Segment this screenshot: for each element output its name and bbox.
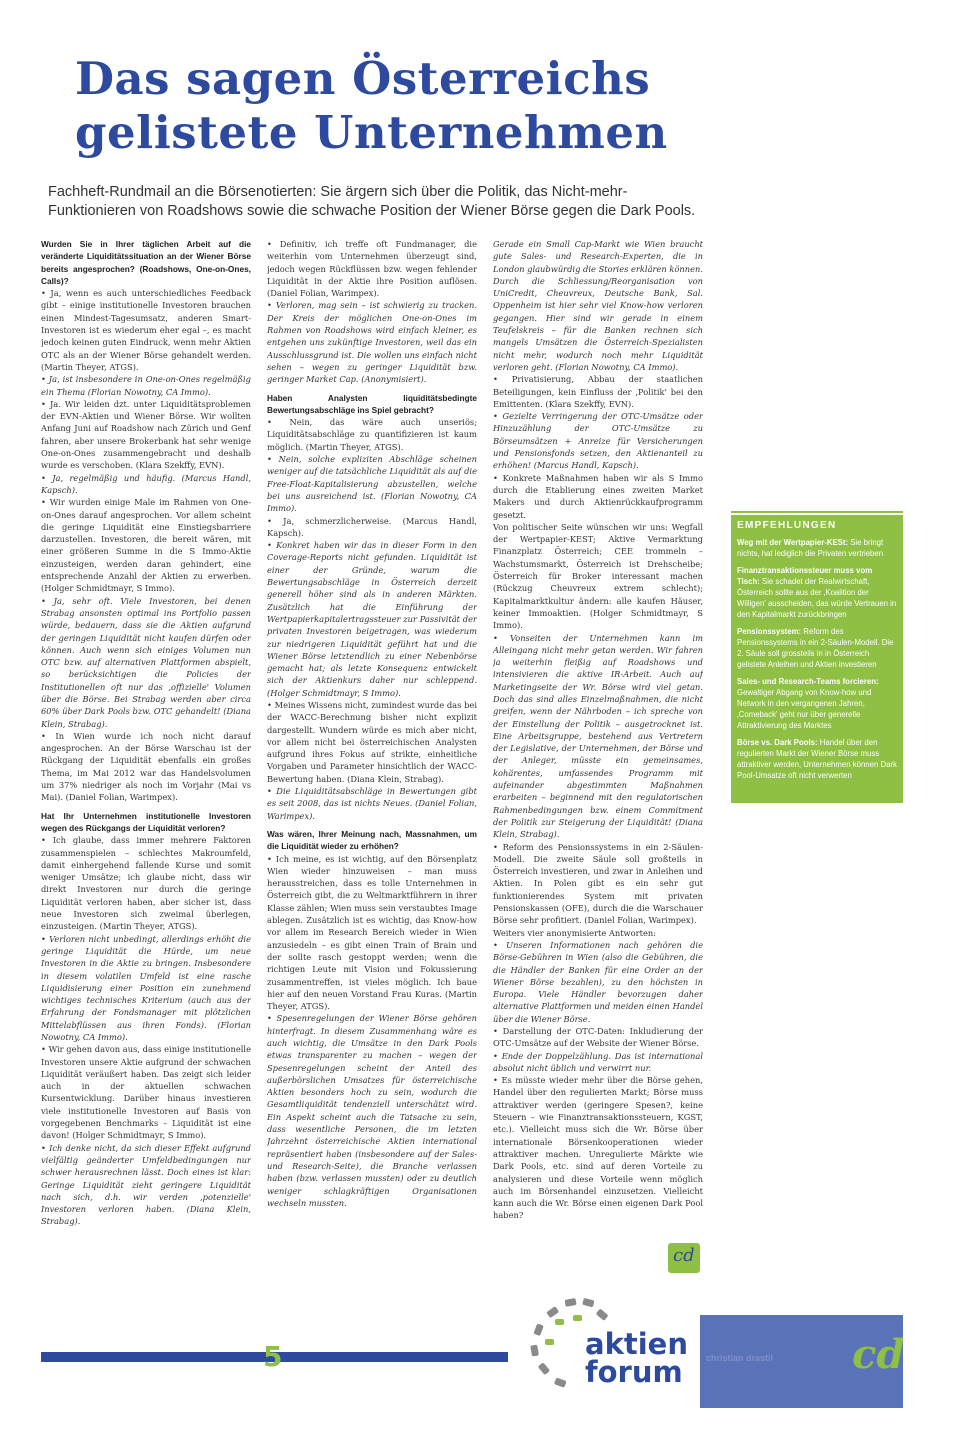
recommendation-item (737, 676, 897, 731)
answer-paragraph: • Ja, regelmäßig und häufig. (Marcus Handl, Kapsch). (41, 472, 251, 495)
answer-paragraph: • Ja, sehr oft. Viele Investoren, bei denen Strabag ansonsten optimal ins Portfolio passen würde, bedauern, dass sie die Aktien aufgrund der geringen Liquidität nicht kaufen dürfen oder können. Auch wenn sich einiges Volumen nun OTC bzw. auf alternativen Plattformen abspielt, so berücksichtigen die Policies der Institutionellen oft nur das ‚offizielle' Volumen über die Börse. Bei Strabag werden aber circa 60% über Dark Pools bzw. OTC gehandelt! (Diana Klein, Strabag). (41, 595, 251, 729)
recommendation-text: Gewaltiger Abgang von Know-how und Network in den vergangenen Jahren, ‚Comeback' geht nur über generelle Attraktivierung des Marktes (737, 688, 872, 730)
question-heading: Hat Ihr Unternehmen institutionelle Investoren wegen des Rückgangs der Liquidität verloren? (41, 810, 251, 833)
recommendation-text: Reform des Pensionssystems in ein 2-Säulen-Modell. Die 2. Säule soll grossteils in in Österreich gelistete Anleihen und Aktien investieren (737, 627, 894, 669)
page-title (75, 52, 895, 160)
answer-paragraph: • Nein, solche expliziten Abschläge scheinen weniger auf die tatsächliche Liquidität als auf die Free-Float-Kapitalisierung abzustellen, welche bei uns ausreichend ist. (Florian Nowotny, CA Immo). (267, 454, 477, 514)
answer-paragraph: • Darstellung der OTC-Daten: Inkludierung der OTC-Umsätze auf der Website der Wiener Börse. (493, 1026, 703, 1049)
answer-paragraph: • Nein, das wäre auch unseriös; Liquiditätsabschläge zu quantifizieren ist kaum möglich. (Martin Theyer, ATGS). (267, 417, 477, 452)
recommendation-title: Weg mit der Wertpapier-KESt: (737, 538, 849, 547)
title-line-1: Das sagen Österreichs (75, 52, 651, 105)
answer-paragraph: • Es müsste wieder mehr über die Börse gehen, Handel über den regulierten Markt; Börse muss attraktiver werden (geringere Spesen?, keine Steuern – wie Finanztransaktionssteuern, KGST, etc.). Vielleicht muss sich die Wr. Börse über internationale Börsenkooperationen wieder attraktiver machen. Unregulierte Märkte wie Dark Pools, etc. sind auf deren Vorteile zu analysieren und diese Vorteile wenn möglich auch im Börsenhandel einzusetzen. Vielleicht kann auch die Wr. Börse einen eigenen Dark Pool haben? (493, 1075, 703, 1221)
recommendation-text: Sie schadet der Realwirtschaft, Österreich sollte aus der ‚Koalition der Willigen' ausscheiden, das würde Vertrauen in den Kapitalmarkt zurückbringen (737, 577, 897, 619)
recommendation-item (737, 626, 897, 670)
recommendations-list (737, 537, 897, 781)
recommendations-box (731, 515, 903, 803)
article-column-3 (493, 238, 703, 1278)
recommendation-title: Sales- und Research-Teams forcieren: (737, 677, 879, 686)
page-number: 5 (263, 1340, 283, 1373)
answer-paragraph: • Vonseiten der Unternehmen kann im Alleingang nicht mehr getan werden. Wir fahren ja weiterhin fleißig auf Roadshows und intensivieren die aktive IR-Arbeit. Auch auf Marketingseite der Wr. Börse wird viel getan. Doch das sind alles Einzelmaßnahmen, die nicht greifen, wenn der Nährboden – ich spreche von der Einstellung der Politik – ausgetrocknet ist. Eine Arbeitsgruppe, bestehend aus Vertretern der Legislative, der Unternehmen, der Börse und der Anleger, müsste ein gemeinsames, kohärentes, umfassendes Programm mit aufeinander abgestimmten Maßnahmen erarbeiten – beginnend mit den regulatorischen Rahmenbedingungen bzw. einem Commitment der Politik zur Steigerung der Liquidität! (Diana Klein, Strabag). (493, 632, 703, 840)
recommendation-item (737, 737, 897, 781)
answer-paragraph: • Konkrete Maßnahmen haben wir als S Immo durch die Etablierung eines zweiten Market Makers und durch Aktienrückkaufprogramm gesetzt. (493, 472, 703, 520)
question-heading: Wurden Sie in Ihrer täglichen Arbeit auf die veränderte Liquiditätssituation an der Wiener Börse bereits angesprochen? (Roadshows, One-on-Ones, Calls)? (41, 239, 251, 286)
cd-badge-icon: cd (852, 1331, 905, 1378)
answer-paragraph: • Die Liquiditätsabschläge in Bewertungen gibt es seit 2008, das ist nichts Neues. (Daniel Folian, Warimpex). (267, 786, 477, 821)
answer-paragraph: • Ja. Wir leiden dzt. unter Liquiditätsproblemen der EVN-Aktien und Wiener Börse. Wir wollten Anfang Juni auf Roadshow nach Zürich und Genf fahren, aber unsere Brokerbank hat sehr wenige One-on-Ones zusammengebracht und deshalb wurde es verschoben. (Klara Szekffy, EVN). (41, 398, 251, 471)
recommendations-heading: EMPFEHLUNGEN (737, 520, 837, 531)
answer-paragraph: • Wir wurden einige Male im Rahmen von One-on-Ones darauf angesprochen. Vor allem scheint die geringe Liquidität eine Einstiegsbarriere darzustellen. Investoren, die bereit wären, mit einer größeren Summe in die S Immo-Aktie einzusteigen, werden daran gehindert, eine entsprechende Anzahl der Aktien zu erwerben. (Holger Schmidtmayr, S Immo). (41, 497, 251, 594)
answer-paragraph: • Ich meine, es ist wichtig, auf den Börsenplatz Wien wieder hinzuweisen – man muss herausstreichen, dass es tolle Unternehmen in Österreich gibt, die zu Weltmarktführern in ihrer Klasse zählen; Wien muss sein verstaubtes Image ablegen. Zusätzlich ist es wichtig, das Know-how vor allem im Research Bereich wieder in Wien anzusiedeln – es gibt einen Train of Brain und der sollte rasch gestoppt werden; wenn die richtigen Leute mit Vision und Fokussierung zusammentreffen, ist vieles möglich. Ich baue hier auf den neuen Vorstand Frau Kuras. (Martin Theyer, ATGS). (267, 853, 477, 1012)
answer-paragraph: • Ja, ist insbesondere in One-on-Ones regelmäßig ein Thema (Florian Nowotny, CA Immo). (41, 374, 251, 397)
author-name: christian drastil (706, 1353, 774, 1363)
recommendation-title: Börse vs. Dark Pools: (737, 738, 818, 747)
answer-paragraph: • Definitiv, ich treffe oft Fundmanager, die weiterhin vom Unternehmen überzeugt sind, jedoch wegen Rückflüssen bzw. wegen fehlender Liquidität in der Aktie ihre Position auflösen. (Daniel Folian, Warimpex). (267, 239, 477, 299)
recommendation-item (737, 565, 897, 620)
answer-paragraph: • Konkret haben wir das in dieser Form in den Coverage-Reports nicht gefunden. Liquidität ist einer der Gründe, warum die Bewertungsabschläge in Österreich derzeit generell höher sind als in anderen Märkten. Zusätzlich hat die Einführung der Wertpapierkapitalertragssteuer zur Passivität der privaten Investoren beigetragen, was wiederum zur niedrigeren Liquidität geführt hat und die Wiener Börse letztendlich zu einer Nebenbörse gemacht hat; als letzte Konsequenz entwickelt sich der Aktienkurs daher nur schleppend. (Holger Schmidtmayr, S Immo). (267, 540, 477, 698)
title-line-2: gelistete Unternehmen (75, 106, 668, 159)
answer-paragraph: • Meines Wissens nicht, zumindest wurde das bei der WACC-Berechnung bisher nicht explizit dargestellt. Wundern würde es mich aber nicht, vor allem nicht bei österreichischen Analysten aufgrund ihres Fokus auf strikte, einheitliche Vorgaben und Parameter hinsichtlich der WACC-Bewertung haben. (Diana Klein, Strabag). (267, 699, 477, 784)
author-bar (700, 1315, 903, 1408)
recommendation-title: Pensionssystem: (737, 627, 802, 636)
end-mark-icon: cd (668, 1243, 700, 1273)
answer-paragraph: Gerade ein Small Cap-Markt wie Wien braucht gute Sales- und Research-Experten, die in London glaubwürdig die Stories erklären können. Durch die Schliessung/Reorganisation von UniCredit, Cheuvreux, Deutsche Bank, Sal. Oppenheim ist hier sehr viel Know-how verloren gegangen. Hier sind wir gerade in einem Teufelskreis – für die Banken rechnen sich mangels Umsätzen die Österreich-Spezialisten nicht mehr, wodurch noch mehr Liquidität verloren geht. (Florian Nowotny, CA Immo). (493, 239, 703, 372)
answer-paragraph: • Ich glaube, dass immer mehrere Faktoren zusammenspielen – schlechtes Makroumfeld, damit einhergehend fallende Kurse und somit weniger Umsätze; ich glaube nicht, dass wir direkt Investoren nur durch die geringe Liquidität verloren haben, aber sicher ist, dass neue Investoren sich zweimal überlegen, einzusteigen. (Martin Theyer, ATGS). (41, 835, 251, 932)
answer-paragraph: • Ja, wenn es auch unterschiedliches Feedback gibt – einige institutionelle Investoren brauchen einen Mindest-Tagesumsatz, anderen Smart-Investoren ist es wiederum eher egal –, es macht jedoch keinen guten Eindruck, wenn mehr Aktien OTC als an der Wiener Börse gehandelt werden. (Martin Theyer, ATGS). (41, 288, 251, 372)
answer-paragraph: • Ja, schmerzlicherweise. (Marcus Handl, Kapsch). (267, 515, 477, 538)
answer-paragraph: Weiters vier anonymisierte Antworten: (493, 927, 656, 938)
article-column-1 (41, 238, 251, 1278)
answer-paragraph: • Spesenregelungen der Wiener Börse gehören hinterfragt. In diesem Zusammenhang wäre es auch wichtig, die Umsätze in den Dark Pools etwas transparenter zu machen – wegen der Spesenregelungen scheint der Anteil des außerbörslichen Umsatzes für österreichische Aktien besonders hoch zu sein, wodurch die Gesamtliquidität tendenziell unterschätzt wird. Ein Aspekt scheint auch die Tatsache zu sein, dass wesentliche Personen, die im letzten Jahrzehnt österreichische Aktien international repräsentiert haben (insbesondere auf der Sales- und Research-Seite), die Branche verlassen haben (bzw. verlassen mussten) oder zu deutlich weniger schlagkräftigen Organisationen wechseln mussten. (267, 1013, 477, 1208)
answer-paragraph: • In Wien wurde ich noch nicht darauf angesprochen. An der Börse Warschau ist der Rückgang der Liquidität ebenfalls ein großes Thema, im Mai 2012 war das Handelsvolumen um 37% niedriger als noch im Vorjahr (Mai vs Mai). (Daniel Folian, Warimpex). (41, 730, 251, 803)
recommendation-title: Finanztransaktionssteuer muss vom Tisch: (737, 566, 873, 586)
recommendation-item (737, 537, 897, 559)
question-heading: Was wären, Ihrer Meinung nach, Massnahmen, um die Liquidität wieder zu erhöhen? (267, 828, 477, 852)
answer-paragraph: • Ende der Doppelzählung. Das ist international absolut nicht üblich und verwirrt nur. (493, 1050, 703, 1073)
answer-paragraph: • Privatisierung, Abbau der staatlichen Beteiligungen, kein Einfluss der ‚Politik' bei den Emittenten. (Klara Szekffy, EVN). (493, 374, 703, 409)
answer-paragraph: • Unseren Informationen nach gehören die Börse-Gebühren in Wien (also die Gebühren, die die Händler der Banken für eine Order an der Wiener Börse bezahlen), zu den höchsten in Europa. Viele Händler bevorzugen daher alternative Plattformen und meiden einen Handel über die Wiener Börse. (493, 939, 703, 1024)
answer-paragraph: • Verloren, mag sein – ist schwierig zu tracken. Der Kreis der möglichen One-on-Ones im Rahmen von Roadshows wird einfach kleiner, es entgehen uns zukünftige Investoren, weil das ein Ausschlussgrund ist. Die wollen uns einfach nicht sehen – wegen zu geringer Liquidität bzw. geringer Market Cap. (Anonymisiert). (267, 300, 477, 385)
answer-paragraph: Von politischer Seite wünschen wir uns: Wegfall der Wertpapier-KEST; Aktive Vermarktung Finanzplatz Österreich; CEE trommeln – Wachstumsmarkt, Österreich ist Drehscheibe; Österreich für Broker interessant machen (Rückzug Cheuvreux extrem schlecht); Kapitalmarktkultur ändern: alle kaufen Häuser, keiner Immoaktien. (Holger Schmidtmayr, S Immo). (493, 521, 703, 631)
answer-paragraph: • Ich denke nicht, da sich dieser Effekt aufgrund vielfältig geänderter Umfeldbedingungen nur schwer herausrechnen lässt. Doch eines ist klar: Geringe Liquidität zieht geringere Liquidität nach sich, d.h. wir verden ‚potenzielle' Investoren verloren haben. (Diana Klein, Strabag). (41, 1142, 251, 1227)
article-column-2 (267, 238, 477, 1278)
sidebar-rule (731, 511, 903, 513)
answer-paragraph: • Reform des Pensionssystems in ein 2-Säulen-Modell. Die zweite Säule soll großteils in Österreich investieren, und zwar in Anleihen und Aktien. In Polen gibt es ein sehr gut funktionierendes System mit privaten Pensionskassen (OFE), durch die die Warschauer Börse sehr profitiert. (Daniel Folian, Warimpex). (493, 841, 703, 926)
recommendation-text: Handel über den regulierten Markt der Wiener Börse muss attraktiver werden, Unternehmen können Dark Pool-Umsatze oft nicht verwerten (737, 738, 897, 780)
article-body (41, 238, 701, 1278)
answer-paragraph: • Wir gehen davon aus, dass einige institutionelle Investoren unsere Aktie aufgrund der schwachen Liquidität veräußert haben. Das zeigt sich leider auch in der aktuellen schwachen Kursentwicklung. Darüber hinaus investieren viele institutionelle Investoren auf Basis von vorgegebenen Benchmarks – Liquidität ist eine davon! (Holger Schmidtmayr, S Immo). (41, 1044, 251, 1141)
answer-paragraph: • Gezielte Verringerung der OTC-Umsätze oder Hinzuzählung der OTC-Umsätze zu Börseumsätzen + Anreize für Versicherungen und Pensionsfonds setzen, den Aktienanteil zu erhöhen! (Marcus Handl, Kapsch). (493, 411, 703, 471)
question-heading: Haben Analysten liquiditätsbedingte Bewertungsabschläge ins Spiel gebracht? (267, 392, 477, 415)
answer-paragraph: • Verloren nicht unbedingt, allerdings erhöht die geringe Liquidität die Hürde, um neue Investoren in die Aktie zu bringen. Insbesondere in diesem volatilen Umfeld ist eine rasche Liquidisierung einer Position ein zunehmend wichtiges technisches Kriterium (auch aus der Erfahrung der Fondsmanager mit plötzlichen Mittelabflüssen aus ihren Fonds). (Florian Nowotny, CA Immo). (41, 933, 251, 1042)
aktienforum-logo-text: aktien forum (585, 1327, 688, 1389)
intro-text: Fachheft-Rundmail an die Börsenotierten: Sie ärgern sich über die Politik, das Nicht-mehr-Funktionieren von Roadshows sowie die schwache Position der Wiener Börse gegen die Dark Pools. (48, 184, 696, 219)
recommendation-text: Sie bringt nichts, hat lediglich die Privaten vertrieben (737, 538, 884, 558)
